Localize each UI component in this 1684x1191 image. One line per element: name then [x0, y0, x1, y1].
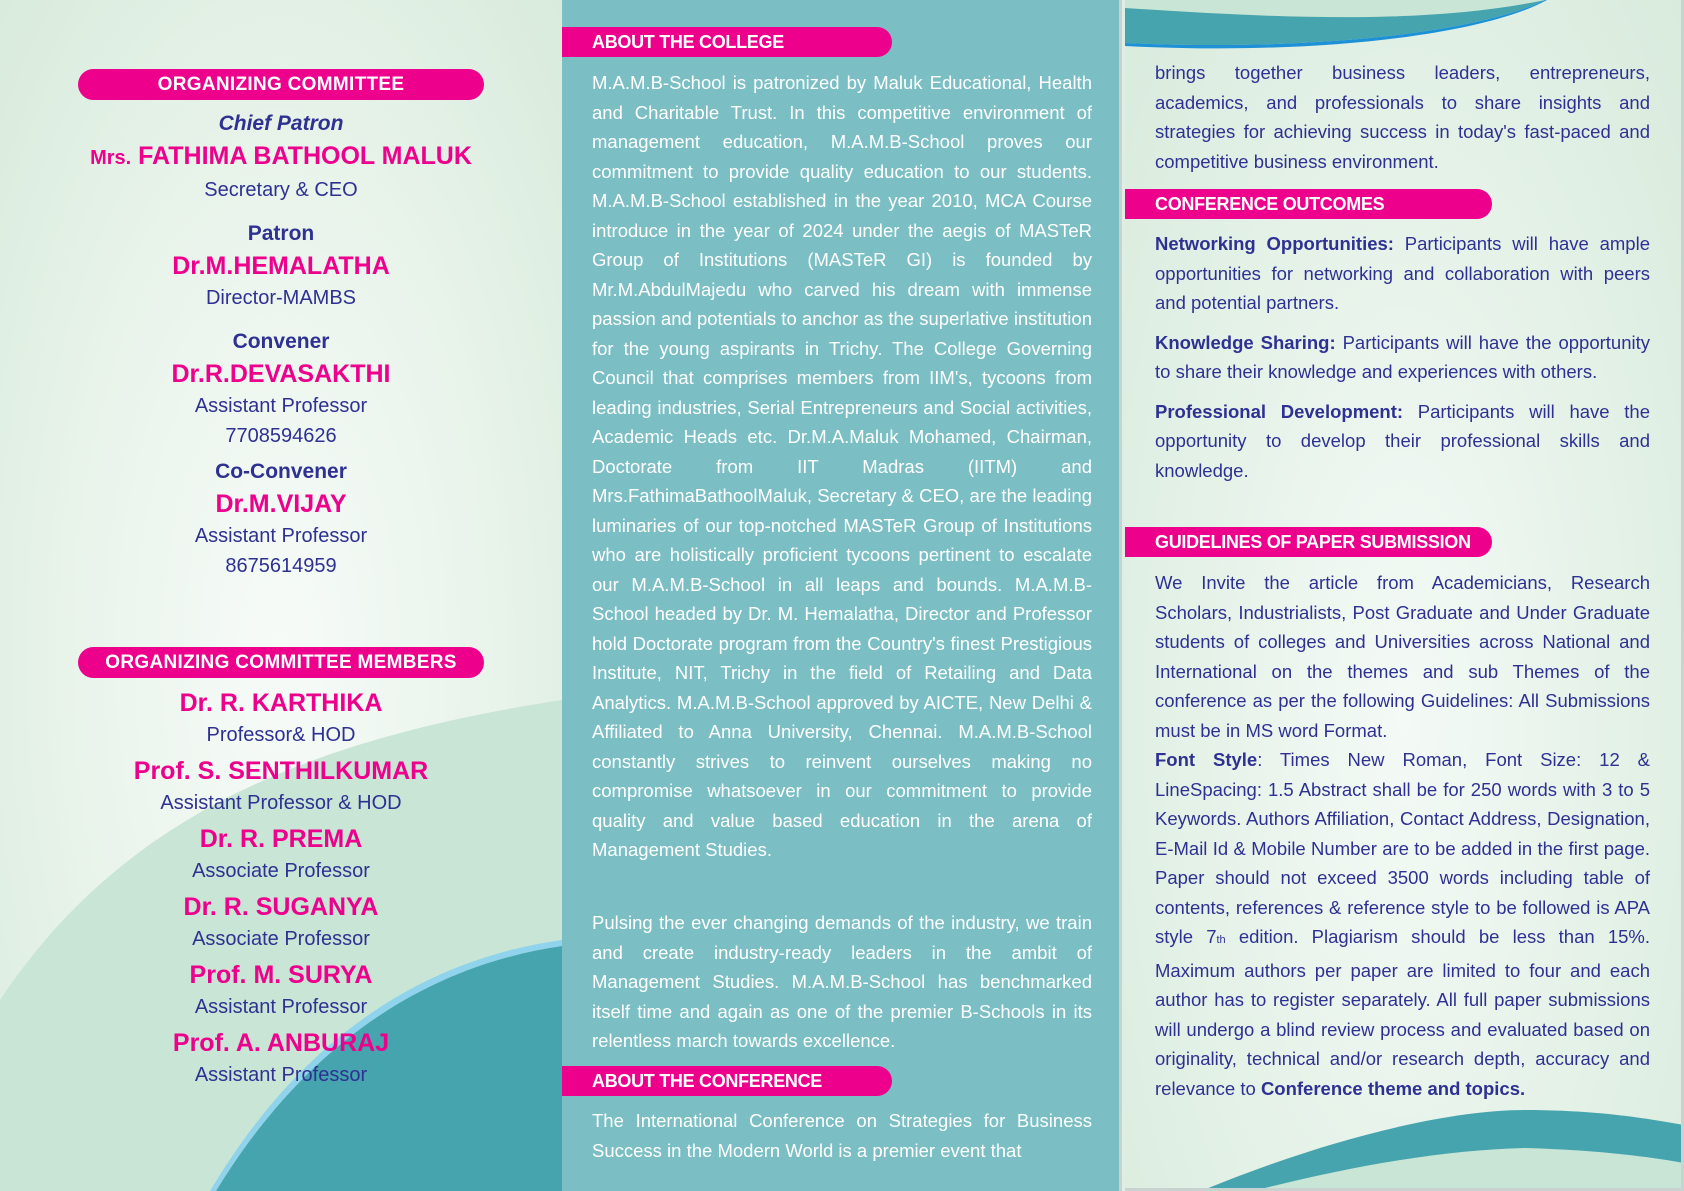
convener-designation: Assistant Professor — [194, 395, 368, 417]
member-designation: Associate Professor — [192, 860, 370, 882]
member-item — [0, 1025, 562, 1089]
outcome-item — [1155, 397, 1650, 486]
chief-patron-name — [0, 139, 562, 175]
about-college-paragraph-1: M.A.M.B-School is patronized by Maluk Educational, Health and Charitable Trust. In this competitive environment of management education, M.A.M.B-School proves our commitment to provide quality education to our students. M.A.M.B-School established in the year 2010, MCA Course introduce in the year of 2024 under the aegis of MASTeR Group of Institutions (MASTeR GI) is founded by Mr.M.AbdulMajedu who carved his dream with immense passion and potentials to anchor as the superlative institution for the young aspirants in Trichy. The College Governing Council that comprises members from IIM's, tycoons from leading industries, Serial Entrepreneurs and Social activities, Academic Heads etc. Dr.M.A.Maluk Mohamed, Chairman, Doctorate from IIT Madras (IITM) and Mrs.FathimaBathoolMaluk, Secretary & CEO, are the leading luminaries of our top-notched MASTeR Group of Institutions who are holistically proficient tycoons pertinent to escalate our M.A.M.B-School in all leaps and bounds. M.A.M.B-School headed by Dr. M. Hemalatha, Director and Professor hold Doctorate program from the Country's finest Prestigious Institute, NIT, Trichy in the field of Retailing and Data Analytics. M.A.M.B-School approved by AICTE, New Delhi & Affiliated to Anna University, Chennai. M.A.M.B-School constantly strives to reinvent ourselves making no compromise whatsoever in our commitment to provide quality and value based education in the arena of Management Studies. — [592, 72, 1092, 860]
co-convener-designation: Assistant Professor — [194, 525, 368, 547]
member-name: Dr. R. PREMA — [199, 825, 363, 853]
member-name: Dr. R. KARTHIKA — [179, 689, 383, 717]
patron-role: Patron — [247, 222, 315, 245]
outcome-title: Professional Development: — [1155, 400, 1404, 422]
member-item — [0, 821, 562, 885]
outcome-title: Networking Opportunities: — [1155, 233, 1394, 254]
outcome-text: Participants will have the opportunity to develop their professional skills and knowledge. — [1155, 400, 1650, 481]
co-convener-phone: 8675614959 — [225, 555, 337, 577]
about-conference-text: The International Conference on Strategies for Business Success in the Modern World is a premier event that — [592, 1110, 1092, 1161]
member-designation: Associate Professor — [192, 928, 370, 950]
font-style-text-a: : Times New Roman, Font Size: 12 & LineSpacing: 1.5 Abstract shall be for 250 words with 3 to 5 Keywords. Authors Affiliation, Contact Address, Designation, E-Mail Id & Mobile Number are to be added in the first page. Paper should not exceed 3500 words including table of contents, references & reference style to be followed is APA style 7 — [1155, 749, 1650, 947]
guidelines-intro: We Invite the article from Academicians, Research Scholars, Industrialists, Post Graduate and Under Graduate students of colleges and Universities across National and International on the themes and sub Themes of the conference as per the following Guidelines: All Submissions must be in MS word Format. — [1155, 572, 1650, 741]
member-designation: Assistant Professor — [194, 996, 368, 1018]
chief-patron-block — [0, 109, 562, 205]
member-item — [0, 889, 562, 953]
about-panel — [562, 0, 1122, 1191]
organizing-committee-section — [0, 69, 562, 581]
chief-patron-fullname: FATHIMA BATHOOL MALUK — [138, 142, 472, 170]
outcome-text: Participants will have ample opportunities for networking and collaboration with peers and potential partners. — [1155, 233, 1650, 313]
about-college-heading: ABOUT THE COLLEGE — [562, 27, 892, 57]
chief-patron-prefix: Mrs. — [90, 147, 132, 169]
member-designation: Professor& HOD — [206, 724, 356, 746]
about-conference-continued: brings together business leaders, entrepreneurs, academics, and professionals to share insights and strategies for achieving success in today's fast-paced and competitive business environment. — [1155, 62, 1650, 172]
organizing-committee-heading: ORGANIZING COMMITTEE — [78, 69, 484, 100]
outcome-text: Participants will have the opportunity to share their knowledge and experiences with others. — [1155, 331, 1650, 382]
committee-members-heading: ORGANIZING COMMITTEE MEMBERS — [78, 647, 484, 678]
convener-role: Convener — [232, 330, 330, 353]
guidelines-font-style — [1155, 745, 1650, 1103]
ordinal-suffix: th — [1216, 934, 1226, 946]
member-name: Dr. R. SUGANYA — [183, 893, 379, 921]
patron-block — [0, 219, 562, 313]
co-convener-block — [0, 457, 562, 581]
chief-patron-role: Chief Patron — [218, 112, 344, 135]
font-style-text-b: edition. Plagiarism should be less than 15%. Maximum authors per paper are limited to four and each author has to register separately. All full paper submissions will undergo a blind review process and evaluated based on originality, technical and/or research depth, accuracy and relevance to — [1155, 926, 1650, 1099]
convener-name: Dr.R.DEVASAKTHI — [171, 360, 391, 388]
member-name: Prof. A. ANBURAJ — [172, 1029, 390, 1057]
patron-name: Dr.M.HEMALATHA — [172, 252, 390, 280]
guidelines-heading: GUIDELINES OF PAPER SUBMISSION — [1125, 527, 1492, 557]
chief-patron-designation: Secretary & CEO — [204, 179, 358, 201]
organizing-committee-panel — [0, 0, 562, 1191]
co-convener-role: Co-Convener — [215, 460, 347, 483]
members-list — [0, 685, 562, 1089]
member-item — [0, 753, 562, 817]
convener-block — [0, 327, 562, 451]
co-convener-name: Dr.M.VIJAY — [215, 490, 347, 518]
guidelines-closing: Conference theme and topics. — [1260, 1077, 1526, 1099]
conference-outcomes-heading: CONFERENCE OUTCOMES — [1125, 189, 1492, 219]
member-item — [0, 957, 562, 1021]
outcome-item — [1155, 229, 1650, 318]
outcome-title: Knowledge Sharing: — [1155, 331, 1336, 353]
committee-members-section — [0, 647, 562, 1093]
outcomes-list — [1155, 229, 1650, 495]
conference-details-panel — [1125, 0, 1684, 1191]
member-designation: Assistant Professor — [194, 1064, 368, 1086]
font-style-label: Font Style — [1155, 749, 1258, 770]
about-college-paragraph-2: Pulsing the ever changing demands of the industry, we train and create industry-ready leaders in the ambit of Management Studies. M.A.M.B-School has benchmarked itself time and again as one of the premier B-Schools in its relentless march towards excellence. — [592, 912, 1092, 1051]
guidelines-body — [1155, 568, 1650, 1103]
member-name: Prof. S. SENTHILKUMAR — [133, 757, 429, 785]
member-designation: Assistant Professor & HOD — [160, 792, 402, 814]
convener-phone: 7708594626 — [225, 425, 337, 447]
member-item — [0, 685, 562, 749]
patron-designation: Director-MAMBS — [205, 287, 356, 309]
member-name: Prof. M. SURYA — [189, 961, 373, 989]
about-conference-heading: ABOUT THE CONFERENCE — [562, 1066, 892, 1096]
outcome-item — [1155, 328, 1650, 387]
